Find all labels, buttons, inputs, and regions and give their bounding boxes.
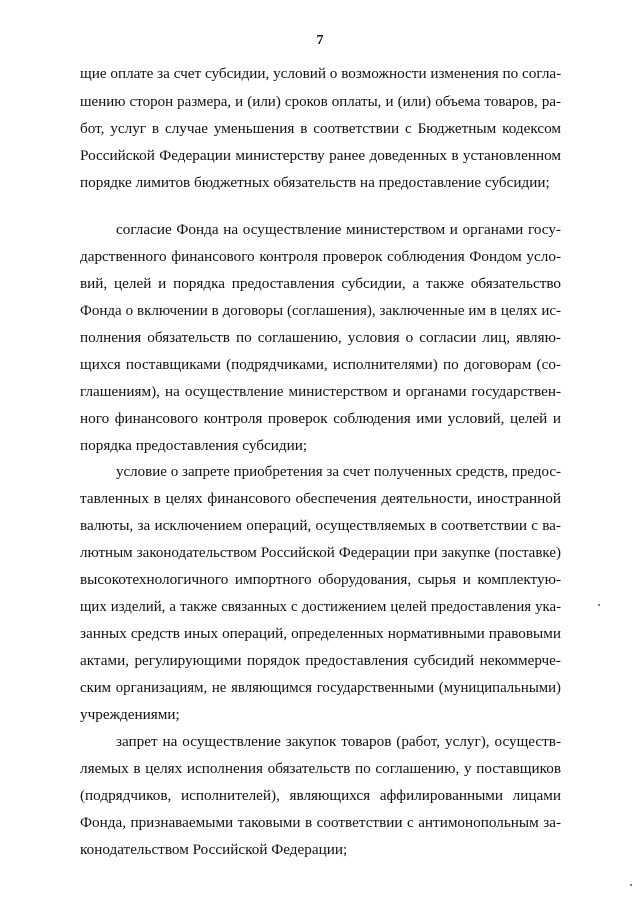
paragraph-1-line-2: шению сторон размера, и (или) сроков оплаты, и (или) объема товаров, ра- — [80, 94, 561, 110]
paragraph-2-line-2: дарственного финансового контроля проверок соблюдения Фондом усло- — [80, 248, 561, 265]
paragraph-4-line-1: запрет на осуществление закупок товаров (работ, услуг), осуществ- — [116, 733, 561, 750]
paragraph-3-line-10: учреждениями; — [80, 706, 180, 723]
paragraph-1-line-1: щие оплате за счет субсидии, условий о возможности изменения по согла- — [80, 65, 562, 82]
scan-speck — [630, 884, 632, 886]
paragraph-3-line-6: щих изделий, а также связанных с достижением целей предоставления ука- — [80, 599, 561, 615]
paragraph-2-line-1: согласие Фонда на осуществление министерством и органами госу- — [116, 221, 561, 238]
paragraph-4-line-3: (подрядчиков, исполнителей), являющихся аффилированными лицами — [80, 787, 561, 804]
paragraph-1-line-3: бот, услуг в случае уменьшения в соответствии с Бюджетным кодексом — [80, 120, 561, 137]
paragraph-1-line-4: Российской Федерации министерству ранее доведенных в установленном — [80, 147, 561, 164]
paragraph-2-line-5: полнения обязательств по соглашению, условия о согласии лиц, являю- — [80, 329, 561, 346]
paragraph-2-line-9: порядка предоставления субсидии; — [80, 437, 308, 454]
paragraph-3-line-3: валюты, за исключением операций, осуществляемых в соответствии с ва- — [80, 517, 561, 534]
paragraph-2-line-8: ного финансового контроля проверок соблюдения ими условий, целей и — [80, 410, 561, 427]
paragraph-3-line-7: занных средств иных операций, определенных нормативными правовыми — [80, 625, 561, 642]
paragraph-2-line-7: глашениям), на осуществление министерством и органами государствен- — [80, 383, 561, 400]
paragraph-3-line-8: актами, регулирующими порядок предоставления субсидий некоммерче- — [80, 652, 561, 669]
paragraph-3-line-5: высокотехнологичного импортного оборудования, сырья и комплектую- — [80, 571, 561, 588]
paragraph-3-line-9: ским организациям, не являющимся государственными (муниципальными) — [80, 680, 561, 696]
paragraph-3-line-1: условие о запрете приобретения за счет полученных средств, предос- — [116, 464, 561, 480]
paragraph-2-line-3: вий, целей и порядка предоставления субсидии, а также обязательство — [80, 275, 561, 292]
paragraph-2-line-4: Фонда о включении в договоры (соглашения), заключенные им в целях ис- — [80, 303, 561, 319]
paragraph-2-line-6: щихся поставщиками (подрядчиками, исполнителями) по договорам (со- — [80, 356, 561, 373]
scan-speck — [598, 604, 600, 606]
paragraph-4-line-5: конодательством Российской Федерации; — [80, 841, 348, 858]
paragraph-4-line-4: Фонда, признаваемыми таковыми в соответствии с антимонопольным за- — [80, 814, 561, 831]
paragraph-1-line-5: порядке лимитов бюджетных обязательств на предоставление субсидии; — [80, 174, 550, 191]
paragraph-4-line-2: ляемых в целях исполнения обязательств по соглашению, у поставщиков — [80, 760, 561, 777]
paragraph-3-line-4: лютным законодательством Российской Федерации при закупке (поставке) — [80, 545, 561, 561]
page-number: 7 — [316, 33, 324, 48]
paragraph-3-line-2: тавленных в целях финансового обеспечения деятельности, иностранной — [80, 490, 561, 507]
